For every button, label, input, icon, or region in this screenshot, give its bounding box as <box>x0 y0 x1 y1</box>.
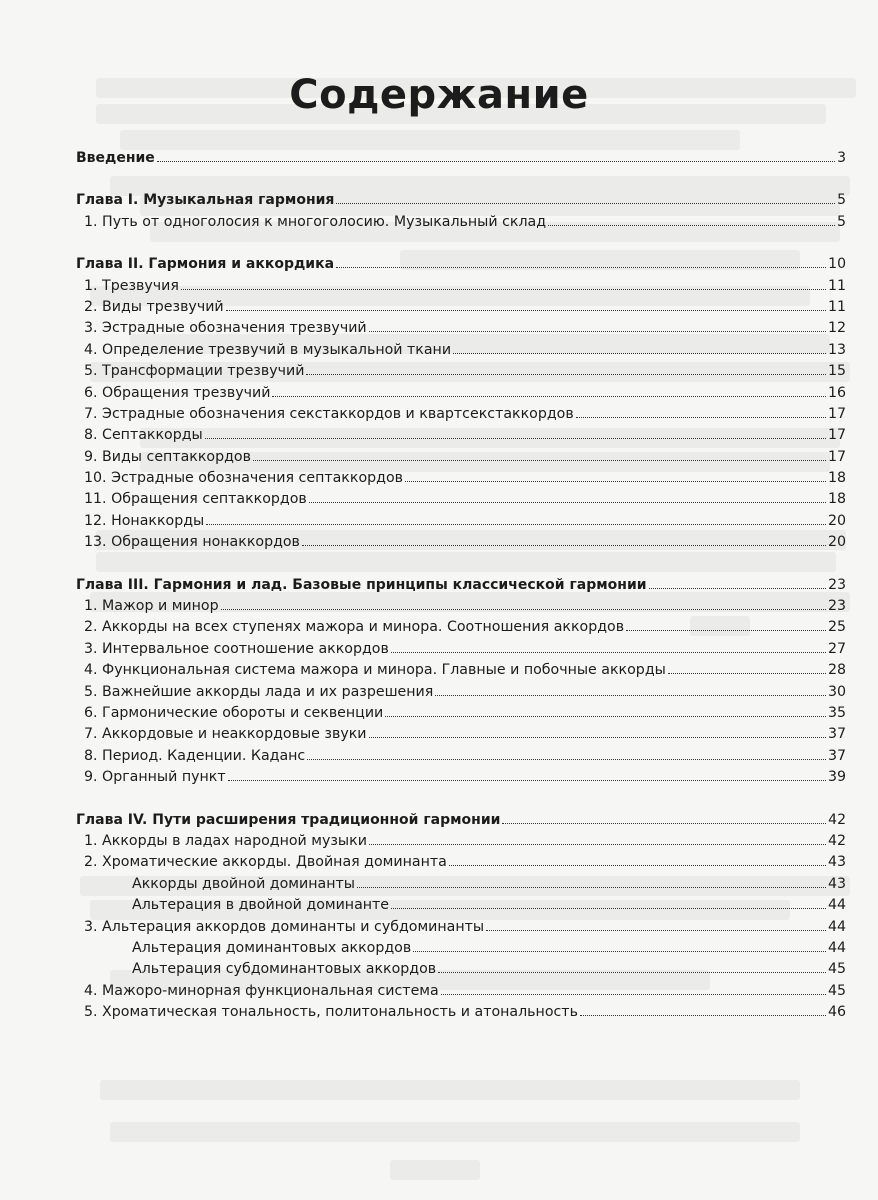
toc-page-number: 28 <box>827 662 846 679</box>
toc-chapter <box>76 575 846 789</box>
toc-entry[interactable] <box>76 703 846 724</box>
toc-entry-label: 3. Интервальное соотношение аккордов <box>84 640 389 657</box>
dot-leader <box>369 844 826 845</box>
dot-leader <box>226 310 826 311</box>
toc-page-number: 23 <box>828 576 846 593</box>
dot-leader <box>302 545 826 546</box>
dot-leader <box>385 716 826 717</box>
toc-page-number: 27 <box>827 640 846 657</box>
toc-entry-label: 6. Обращения трезвучий <box>84 384 271 401</box>
dot-leader <box>357 887 826 888</box>
toc-entry[interactable] <box>76 404 846 425</box>
toc-page-number: 13 <box>827 341 846 358</box>
toc-chapter-heading[interactable] <box>76 148 846 169</box>
dot-leader <box>369 331 826 332</box>
dot-leader <box>576 417 826 418</box>
dot-leader <box>453 353 826 354</box>
toc-page-number: 45 <box>827 961 846 978</box>
toc-entry[interactable] <box>76 425 846 446</box>
toc-entry-label: 8. Период. Каденции. Каданс <box>84 747 306 764</box>
toc-entry[interactable] <box>76 1002 846 1023</box>
dot-leader <box>272 396 826 397</box>
toc-entry-label: Глава I. Музыкальная гармония <box>76 192 335 209</box>
dot-leader <box>307 759 826 760</box>
dot-leader <box>391 652 826 653</box>
toc-entry[interactable] <box>76 639 846 660</box>
toc-entry[interactable] <box>76 660 846 681</box>
dot-leader <box>649 588 827 589</box>
toc-entry-label: 2. Виды трезвучий <box>84 298 224 315</box>
toc-page-number: 43 <box>827 854 846 871</box>
toc-entry-label: 6. Гармонические обороты и секвенции <box>84 704 384 721</box>
toc-entry[interactable] <box>76 682 846 703</box>
toc-page-number: 5 <box>837 192 846 209</box>
toc-page-number: 17 <box>827 427 846 444</box>
toc-chapter-heading[interactable] <box>76 575 846 596</box>
toc-entry-label: Аккорды двойной доминанты <box>132 875 355 892</box>
toc-entry[interactable] <box>76 596 846 617</box>
toc-chapter-heading[interactable] <box>76 810 846 831</box>
toc-page-number: 37 <box>827 726 846 743</box>
dot-leader <box>228 780 826 781</box>
toc-entry[interactable] <box>76 724 846 745</box>
toc-entry[interactable] <box>76 383 846 404</box>
dot-leader <box>548 225 835 226</box>
toc-page-number: 20 <box>827 512 846 529</box>
toc-chapter-heading[interactable] <box>76 254 846 275</box>
toc-entry-label: 5. Хроматическая тональность, политональность и атональность <box>84 1004 578 1021</box>
toc-page-number: 44 <box>827 918 846 935</box>
toc-subentry[interactable] <box>76 895 846 916</box>
toc-entry[interactable] <box>76 212 846 233</box>
toc-page-number: 43 <box>827 875 846 892</box>
toc-entry-label: 7. Аккордовые и неаккордовые звуки <box>84 726 367 743</box>
toc-entry-label: 1. Аккорды в ладах народной музыки <box>84 832 367 849</box>
toc-page-number: 17 <box>827 405 846 422</box>
toc-page-number: 42 <box>828 811 846 828</box>
dot-leader <box>336 267 826 268</box>
toc-chapter <box>76 148 846 169</box>
toc-entry[interactable] <box>76 511 846 532</box>
toc-page-number: 45 <box>827 982 846 999</box>
toc-page-number: 25 <box>827 619 846 636</box>
toc-page-number: 18 <box>827 491 846 508</box>
dot-leader <box>486 930 826 931</box>
toc-entry-label: 4. Функциональная система мажора и минора. Главные и побочные аккорды <box>84 662 666 679</box>
toc-entry-label: 3. Эстрадные обозначения трезвучий <box>84 320 367 337</box>
toc-page-number: 12 <box>827 320 846 337</box>
toc-entry-label: 1. Путь от одноголосия к многоголосию. Музыкальный склад <box>84 213 547 230</box>
dot-leader <box>668 673 826 674</box>
dot-leader <box>441 994 826 995</box>
toc-entry-label: Альтерация доминантовых аккордов <box>132 939 412 956</box>
toc-entry[interactable] <box>76 981 846 1002</box>
toc-page-number: 5 <box>836 213 846 230</box>
toc-page-number: 10 <box>828 256 846 273</box>
toc-page-number: 39 <box>827 769 846 786</box>
toc-entry[interactable] <box>76 746 846 767</box>
toc-entry[interactable] <box>76 276 846 297</box>
table-of-contents <box>76 148 846 1044</box>
toc-entry[interactable] <box>76 318 846 339</box>
dot-leader <box>181 289 826 290</box>
toc-entry[interactable] <box>76 917 846 938</box>
dot-leader <box>413 951 826 952</box>
toc-entry[interactable] <box>76 831 846 852</box>
toc-entry-label: Глава IV. Пути расширения традиционной гармонии <box>76 811 501 828</box>
toc-entry[interactable] <box>76 297 846 318</box>
toc-subentry[interactable] <box>76 874 846 895</box>
dot-leader <box>438 972 826 973</box>
dot-leader <box>336 203 835 204</box>
toc-entry-label: 1. Мажор и минор <box>84 598 219 615</box>
toc-entry-label: 9. Органный пункт <box>84 769 226 786</box>
toc-page-number: 18 <box>827 470 846 487</box>
toc-page-number: 37 <box>827 747 846 764</box>
toc-page-number: 44 <box>827 939 846 956</box>
dot-leader <box>391 908 826 909</box>
toc-page-number: 11 <box>827 277 846 294</box>
toc-chapter <box>76 254 846 553</box>
toc-page-number: 46 <box>827 1004 846 1021</box>
toc-page-number: 3 <box>837 150 846 166</box>
toc-chapter-heading[interactable] <box>76 190 846 211</box>
toc-entry-label: 5. Трансформации трезвучий <box>84 363 305 380</box>
toc-entry-label: Введение <box>76 150 155 166</box>
toc-page-number: 44 <box>827 897 846 914</box>
dot-leader <box>205 438 826 439</box>
toc-entry[interactable] <box>76 447 846 468</box>
toc-entry[interactable] <box>76 361 846 382</box>
toc-entry-label: 4. Определение трезвучий в музыкальной ткани <box>84 341 452 358</box>
page-title: Содержание <box>289 72 589 118</box>
dot-leader <box>369 737 826 738</box>
toc-page-number: 16 <box>827 384 846 401</box>
toc-page-number: 30 <box>827 683 846 700</box>
dot-leader <box>253 460 826 461</box>
dot-leader <box>502 823 826 824</box>
toc-entry[interactable] <box>76 852 846 873</box>
toc-entry-label: 7. Эстрадные обозначения секстаккордов и квартсекстаккордов <box>84 405 574 422</box>
toc-chapter <box>76 190 846 233</box>
toc-entry-label: 4. Мажоро-минорная функциональная система <box>84 982 439 999</box>
dot-leader <box>157 161 835 162</box>
toc-entry[interactable] <box>76 532 846 553</box>
toc-page-number: 42 <box>827 832 846 849</box>
toc-entry-label: 1. Трезвучия <box>84 277 179 294</box>
toc-entry-label: 12. Нонаккорды <box>84 512 205 529</box>
toc-entry[interactable] <box>76 340 846 361</box>
toc-subentry[interactable] <box>76 938 846 959</box>
toc-page-number: 11 <box>827 298 846 315</box>
toc-entry-label: 3. Альтерация аккордов доминанты и субдоминанты <box>84 918 485 935</box>
dot-leader <box>580 1015 826 1016</box>
toc-entry-label: Альтерация в двойной доминанте <box>132 897 390 914</box>
toc-chapter <box>76 810 846 1024</box>
toc-entry[interactable] <box>76 617 846 638</box>
toc-entry-label: 8. Септаккорды <box>84 427 203 444</box>
toc-entry-label: Глава II. Гармония и аккордика <box>76 256 335 273</box>
toc-entry[interactable] <box>76 489 846 510</box>
toc-entry-label: 5. Важнейшие аккорды лада и их разрешения <box>84 683 434 700</box>
toc-entry[interactable] <box>76 468 846 489</box>
toc-page-number: 20 <box>827 534 846 551</box>
toc-page-number: 15 <box>827 363 846 380</box>
dot-leader <box>221 609 826 610</box>
toc-entry-label: Альтерация субдоминантовых аккордов <box>132 961 437 978</box>
toc-page-number: 23 <box>827 598 846 615</box>
toc-entry-label: 10. Эстрадные обозначения септаккордов <box>84 470 403 487</box>
toc-entry-label: 2. Хроматические аккорды. Двойная доминанта <box>84 854 447 871</box>
dot-leader <box>405 481 826 482</box>
dot-leader <box>306 374 826 375</box>
toc-page-number: 17 <box>827 448 846 465</box>
toc-page-number: 35 <box>827 704 846 721</box>
toc-entry-label: 2. Аккорды на всех ступенях мажора и минора. Соотношения аккордов <box>84 619 625 636</box>
toc-entry[interactable] <box>76 767 846 788</box>
dot-leader <box>309 502 826 503</box>
dot-leader <box>626 630 826 631</box>
dot-leader <box>206 524 826 525</box>
toc-entry-label: 9. Виды септаккордов <box>84 448 251 465</box>
toc-entry-label: 11. Обращения септаккордов <box>84 491 307 508</box>
toc-subentry[interactable] <box>76 959 846 980</box>
dot-leader <box>449 865 826 866</box>
dot-leader <box>435 695 826 696</box>
toc-entry-label: 13. Обращения нонаккордов <box>84 534 300 551</box>
toc-entry-label: Глава III. Гармония и лад. Базовые принципы классической гармонии <box>76 576 647 593</box>
